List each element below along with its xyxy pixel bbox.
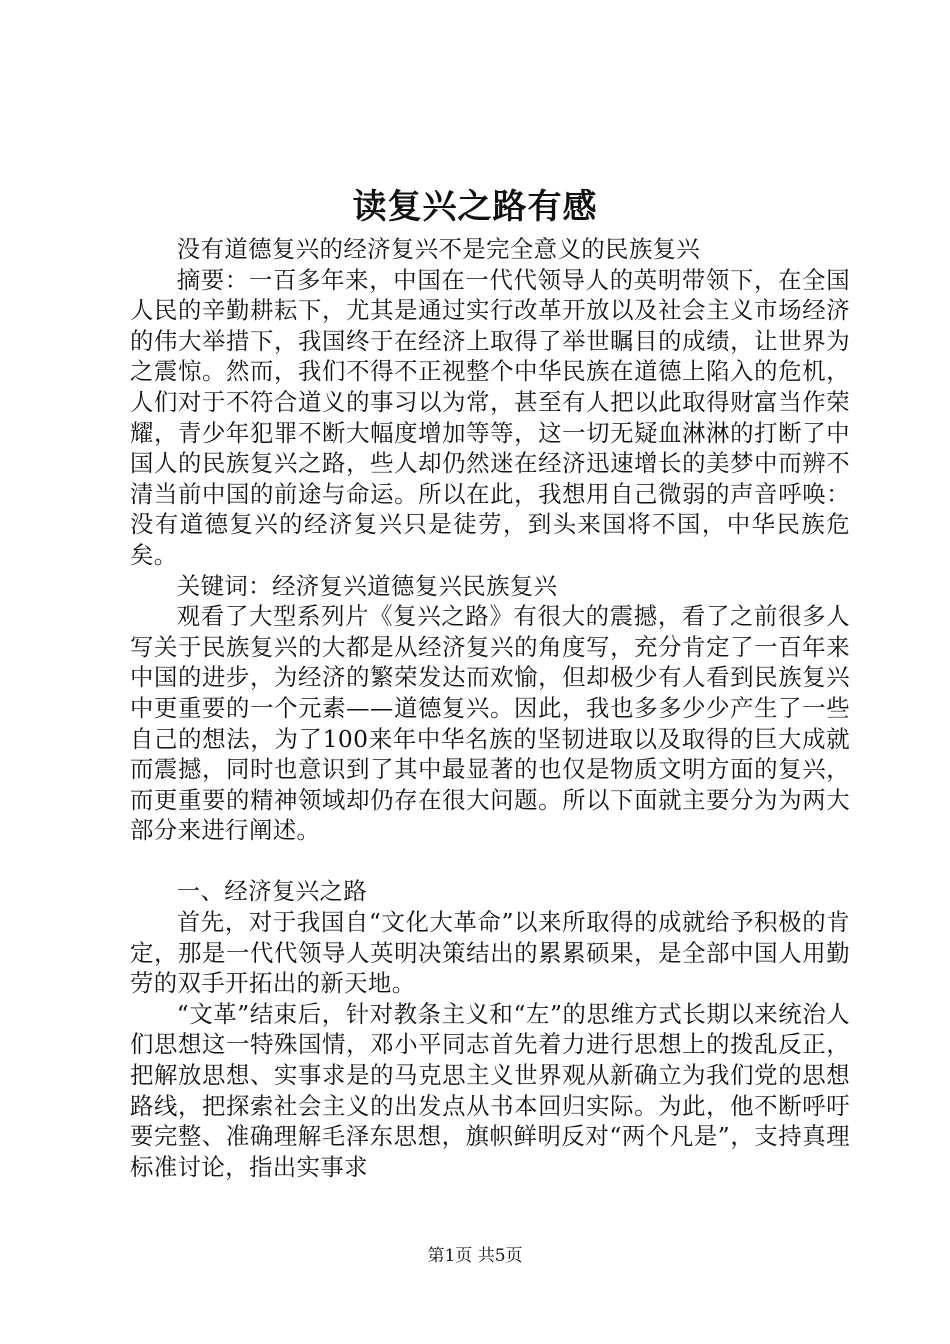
abstract-paragraph: 摘要：一百多年来，中国在一代代领导人的英明带领下，在全国人民的辛勤耕耘下，尤其是通过实行改革开放以及社会主义市场经济的伟大举措下，我国终于在经济上取得了举世瞩目的成绩，让世界为之震惊。然而，我们不得不正视整个中华民族在道德上陷入的危机，人们对于不符合道义的事习以为常，甚至有人把以此取得财富当作荣耀，青少年犯罪不断大幅度增加等等，这一切无疑血淋淋的打断了中国人的民族复兴之路，些人却仍然迷在经济迅速增长的美梦中而辨不清当前中国的前途与命运。所以在此，我想用自己微弱的声音呼唤：没有道德复兴的经济复兴只是徒劳，到头来国将不国，中华民族危矣。 — [130, 265, 850, 569]
keywords-paragraph: 关键词：经济复兴道德复兴民族复兴 — [176, 571, 558, 600]
subtitle-paragraph: 没有道德复兴的经济复兴不是完全意义的民族复兴 — [176, 235, 701, 263]
page-footer: 第1页 共5页 — [427, 1246, 523, 1266]
body-paragraph: “文革”结束后，针对教条主义和“左”的思维方式长期以来统治人们思想这一特殊国情，邓小平同志首先着力进行思想上的拨乱反正，把解放思想、实事求是的马克思主义世界观从新确立为我们党的思想路线，把探索社会主义的出发点从书本回归实际。为此，他不断呼吁要完整、准确理解毛泽东思想，旗帜鲜明反对“两个凡是”，支持真理标准讨论，指出实事求 — [130, 999, 850, 1181]
body-paragraph: 首先，对于我国自“文化大革命”以来所取得的成就给予积极的肯定，那是一代代领导人英明决策结出的累累硕果，是全部中国人用勤劳的双手开拓出的新天地。 — [130, 908, 850, 998]
blank-line — [130, 846, 850, 877]
document-title: 读复兴之路有感 — [352, 187, 598, 227]
document-body — [130, 234, 850, 1182]
intro-paragraph: 观看了大型系列片《复兴之路》有很大的震撼，看了之前很多人写关于民族复兴的大都是从经济复兴的角度写，充分肯定了一百年来中国的进步，为经济的繁荣发达而欢愉，但却极少有人看到民族复兴中更重要的一个元素——道德复兴。因此，我也多多少少产生了一些自己的想法，为了100来年中华名族的坚韧进取以及取得的巨大成就而震撼，同时也意识到了其中最显著的也仅是物质文明方面的复兴，而更重要的精神领域却仍存在很大问题。所以下面就主要分为为两大部分来进行阐述。 — [130, 602, 850, 845]
section-heading: 一、经济复兴之路 — [176, 877, 368, 906]
